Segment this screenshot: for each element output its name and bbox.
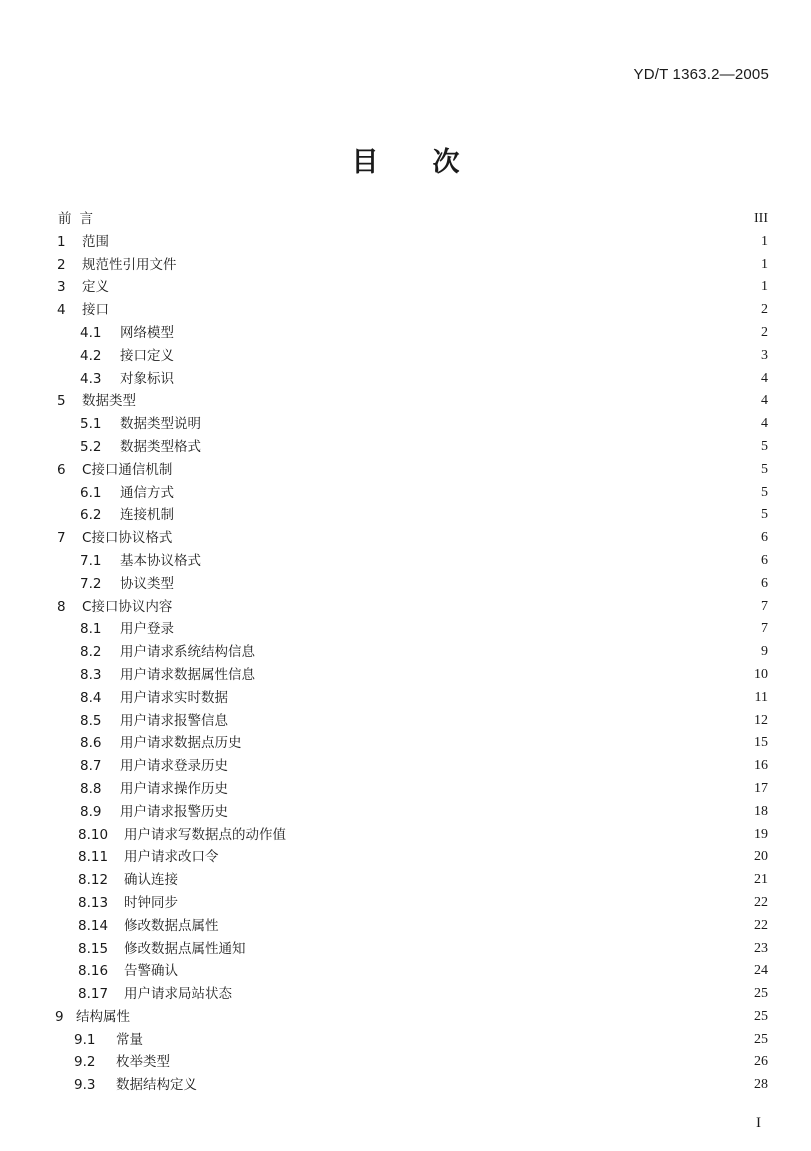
toc-entry-number: 8.3 (80, 666, 102, 683)
toc-dot-leader (211, 413, 736, 436)
toc-entry-page: 3 (761, 347, 768, 363)
table-of-contents (0, 208, 811, 1097)
toc-entry-title: 数据类型 (82, 393, 136, 410)
toc-entry-number: 2 (57, 256, 66, 273)
toc-entry-page: 10 (754, 666, 768, 682)
toc-entry[interactable] (0, 390, 811, 413)
toc-entry-title: 对象标识 (120, 370, 174, 387)
toc-entry-number: 4.3 (80, 370, 102, 387)
toc-entry-title: 用户请求操作历史 (120, 780, 228, 797)
toc-entry-title: 用户请求写数据点的动作值 (124, 826, 286, 843)
toc-entry-number: 5.1 (80, 416, 102, 433)
toc-entry[interactable] (0, 915, 811, 938)
toc-entry-title: 前言 (58, 211, 101, 227)
standard-code: YD/T 1363.2—2005 (633, 66, 769, 83)
toc-entry[interactable] (0, 1029, 811, 1052)
toc-entry[interactable] (0, 1051, 811, 1074)
toc-entry-number: 6.1 (80, 484, 102, 501)
toc-dot-leader (188, 960, 736, 983)
toc-entry[interactable] (0, 892, 811, 915)
toc-dot-leader (146, 390, 736, 413)
toc-entry[interactable] (0, 550, 811, 573)
toc-entry-page: 26 (754, 1054, 768, 1070)
toc-entry-number: 5 (57, 393, 66, 410)
toc-dot-leader (229, 846, 737, 869)
toc-entry-page: 25 (754, 1031, 768, 1047)
toc-entry-page: 6 (761, 530, 768, 546)
toc-entry[interactable] (0, 869, 811, 892)
toc-dot-leader (238, 710, 736, 733)
toc-entry[interactable] (0, 687, 811, 710)
toc-dot-leader (184, 504, 736, 527)
toc-entry-number: 9.1 (74, 1031, 96, 1048)
toc-entry-number: 9.2 (74, 1054, 96, 1071)
toc-entry-title: 用户请求报警信息 (120, 712, 228, 729)
toc-entry[interactable] (0, 368, 811, 391)
toc-entry-title: 连接机制 (120, 507, 174, 524)
toc-dot-leader (119, 299, 736, 322)
toc-entry-title: C接口协议内容 (82, 598, 173, 615)
toc-entry-page: 4 (761, 370, 768, 386)
toc-entry[interactable] (0, 960, 811, 983)
toc-entry-page: 5 (761, 507, 768, 523)
toc-entry-number: 1 (57, 233, 66, 250)
toc-entry[interactable] (0, 983, 811, 1006)
toc-entry-page: 24 (754, 963, 768, 979)
toc-entry-number: 8.14 (78, 917, 109, 934)
toc-entry-title: C接口协议格式 (82, 530, 173, 547)
toc-dot-leader (252, 732, 737, 755)
toc-entry-number: 9.3 (74, 1077, 96, 1094)
page-title (0, 140, 811, 179)
toc-entry-title: 时钟同步 (124, 894, 178, 911)
toc-entry-page: 2 (761, 302, 768, 318)
toc-entry-number: 7.2 (80, 575, 102, 592)
toc-entry-page: 1 (761, 279, 768, 295)
toc-entry-title: 基本协议格式 (120, 552, 201, 569)
toc-dot-leader (188, 869, 736, 892)
toc-dot-leader (111, 208, 736, 231)
toc-entry-number: 7.1 (80, 552, 102, 569)
toc-dot-leader (242, 983, 736, 1006)
toc-entry-title: 用户请求数据点历史 (120, 735, 242, 752)
toc-entry-page: 4 (761, 416, 768, 432)
toc-entry[interactable] (0, 276, 811, 299)
toc-dot-leader (229, 915, 737, 938)
toc-entry-page: 25 (754, 986, 768, 1002)
toc-entry[interactable] (0, 482, 811, 505)
toc-entry-title: 常量 (116, 1031, 143, 1048)
toc-entry-title: 接口 (82, 302, 109, 319)
toc-entry-page: 16 (754, 758, 768, 774)
toc-entry-page: 22 (754, 917, 768, 933)
toc-dot-leader (180, 1051, 736, 1074)
toc-entry-title: 用户登录 (120, 621, 174, 638)
toc-entry-number: 8.7 (80, 758, 102, 775)
toc-entry-title: 用户请求局站状态 (124, 986, 232, 1003)
toc-entry-number: 8.2 (80, 644, 102, 661)
toc-entry-title: 用户请求报警历史 (120, 803, 228, 820)
toc-entry-title: 用户请求改口令 (124, 849, 219, 866)
toc-entry-number: 8.11 (78, 849, 109, 866)
toc-entry-page: III (754, 211, 768, 226)
toc-entry-page: 9 (761, 644, 768, 660)
toc-entry-title: 用户请求数据属性信息 (120, 666, 255, 683)
toc-entry-title: 通信方式 (120, 484, 174, 501)
toc-dot-leader (238, 801, 736, 824)
toc-entry-title: 确认连接 (124, 872, 178, 889)
toc-dot-leader (184, 322, 736, 345)
toc-entry-number: 8.12 (78, 872, 109, 889)
toc-entry-number: 7 (57, 530, 66, 547)
toc-entry-title: 修改数据点属性 (124, 917, 219, 934)
toc-entry-title: 规范性引用文件 (82, 256, 177, 273)
toc-entry-page: 4 (761, 393, 768, 409)
footer-page-number: I (756, 1115, 761, 1131)
toc-entry[interactable] (0, 413, 811, 436)
toc-entry-page: 15 (754, 735, 768, 751)
toc-dot-leader (119, 231, 736, 254)
toc-dot-leader (187, 254, 737, 277)
toc-entry-page: 21 (754, 872, 768, 888)
toc-dot-leader (140, 1006, 736, 1029)
toc-entry[interactable] (0, 345, 811, 368)
toc-entry[interactable] (0, 459, 811, 482)
toc-dot-leader (211, 550, 736, 573)
toc-dot-leader (207, 1074, 736, 1097)
toc-entry-number: 8.4 (80, 689, 102, 706)
toc-entry[interactable] (0, 1006, 811, 1029)
toc-entry-page: 22 (754, 894, 768, 910)
toc-entry[interactable] (0, 938, 811, 961)
toc-entry[interactable] (0, 732, 811, 755)
toc-entry-page: 28 (754, 1077, 768, 1093)
toc-entry[interactable] (0, 231, 811, 254)
toc-entry-number: 8.17 (78, 986, 109, 1003)
toc-entry-number: 8.8 (80, 780, 102, 797)
toc-entry-title: 协议类型 (120, 575, 174, 592)
toc-entry-page: 11 (754, 689, 768, 705)
toc-entry-number: 8.9 (80, 803, 102, 820)
toc-dot-leader (184, 345, 736, 368)
toc-dot-leader (182, 527, 736, 550)
toc-entry-number: 8.6 (80, 735, 102, 752)
toc-entry-page: 1 (761, 233, 768, 249)
toc-entry[interactable] (0, 573, 811, 596)
toc-entry-title: 枚举类型 (116, 1054, 170, 1071)
toc-entry-page: 5 (761, 438, 768, 454)
toc-dot-leader (153, 1029, 736, 1052)
toc-dot-leader (265, 641, 736, 664)
toc-entry[interactable] (0, 527, 811, 550)
toc-entry-title: 修改数据点属性通知 (124, 940, 246, 957)
toc-entry-title: 数据类型格式 (120, 438, 201, 455)
toc-entry[interactable] (0, 778, 811, 801)
toc-dot-leader (119, 276, 736, 299)
toc-entry[interactable] (0, 801, 811, 824)
toc-dot-leader (296, 824, 736, 847)
toc-entry-number: 8.5 (80, 712, 102, 729)
toc-dot-leader (184, 482, 736, 505)
toc-entry-page: 18 (754, 803, 768, 819)
toc-dot-leader (184, 618, 736, 641)
toc-dot-leader (238, 778, 736, 801)
toc-entry-page: 12 (754, 712, 768, 728)
toc-entry[interactable] (0, 299, 811, 322)
toc-entry-title: 告警确认 (124, 963, 178, 980)
toc-dot-leader (238, 755, 736, 778)
toc-entry-number: 8.15 (78, 940, 109, 957)
toc-dot-leader (188, 892, 736, 915)
toc-entry[interactable] (0, 254, 811, 277)
toc-entry-title: 用户请求实时数据 (120, 689, 228, 706)
toc-entry-title: 数据结构定义 (116, 1077, 197, 1094)
toc-entry-page: 7 (761, 621, 768, 637)
toc-entry-title: 用户请求系统结构信息 (120, 644, 255, 661)
toc-entry[interactable] (0, 322, 811, 345)
toc-entry-page: 6 (761, 552, 768, 568)
toc-entry-number: 8.10 (78, 826, 109, 843)
toc-entry-title: 接口定义 (120, 347, 174, 364)
toc-entry-page: 7 (761, 598, 768, 614)
toc-entry-number: 6 (57, 461, 66, 478)
toc-entry-title: C接口通信机制 (82, 461, 173, 478)
toc-entry-page: 1 (761, 256, 768, 272)
toc-entry-title: 用户请求登录历史 (120, 758, 228, 775)
toc-entry[interactable] (0, 710, 811, 733)
toc-entry[interactable] (0, 755, 811, 778)
toc-dot-leader (184, 573, 736, 596)
toc-entry[interactable] (0, 504, 811, 527)
toc-entry[interactable] (0, 824, 811, 847)
toc-entry-title: 结构属性 (76, 1008, 130, 1025)
toc-entry-page: 6 (761, 575, 768, 591)
toc-entry-number: 4.1 (80, 324, 102, 341)
toc-entry-page: 20 (754, 849, 768, 865)
toc-entry-title: 范围 (82, 233, 109, 250)
toc-entry-page: 25 (754, 1008, 768, 1024)
toc-entry-number: 8.13 (78, 894, 109, 911)
toc-entry-page: 23 (754, 940, 768, 956)
toc-dot-leader (238, 687, 736, 710)
toc-entry-number: 4.2 (80, 347, 102, 364)
toc-entry[interactable] (0, 846, 811, 869)
toc-entry[interactable] (0, 596, 811, 619)
toc-entry[interactable] (0, 618, 811, 641)
toc-entry-number: 8.16 (78, 963, 109, 980)
toc-entry-number: 4 (57, 302, 66, 319)
toc-entry-page: 5 (761, 461, 768, 477)
toc-entry[interactable] (0, 664, 811, 687)
toc-entry-number: 6.2 (80, 507, 102, 524)
toc-entry[interactable] (0, 208, 811, 231)
toc-entry-title: 定义 (82, 279, 109, 296)
toc-entry-title: 数据类型说明 (120, 416, 201, 433)
toc-entry-page: 17 (754, 780, 768, 796)
toc-entry[interactable] (0, 641, 811, 664)
title-char-2: 次 (432, 147, 460, 178)
toc-entry-number: 8.1 (80, 621, 102, 638)
toc-dot-leader (265, 664, 736, 687)
toc-dot-leader (184, 368, 736, 391)
toc-dot-leader (256, 938, 737, 961)
toc-entry-number: 8 (57, 598, 66, 615)
toc-entry[interactable] (0, 436, 811, 459)
toc-entry[interactable] (0, 1074, 811, 1097)
toc-dot-leader (211, 436, 736, 459)
toc-dot-leader (182, 596, 736, 619)
toc-entry-page: 5 (761, 484, 768, 500)
toc-entry-page: 2 (761, 324, 768, 340)
toc-entry-page: 19 (754, 826, 768, 842)
toc-entry-number: 9 (55, 1008, 64, 1025)
toc-entry-title: 网络模型 (120, 324, 174, 341)
toc-entry-number: 3 (57, 279, 66, 296)
toc-entry-number: 5.2 (80, 438, 102, 455)
title-char-1: 目 (351, 147, 379, 178)
toc-dot-leader (182, 459, 736, 482)
